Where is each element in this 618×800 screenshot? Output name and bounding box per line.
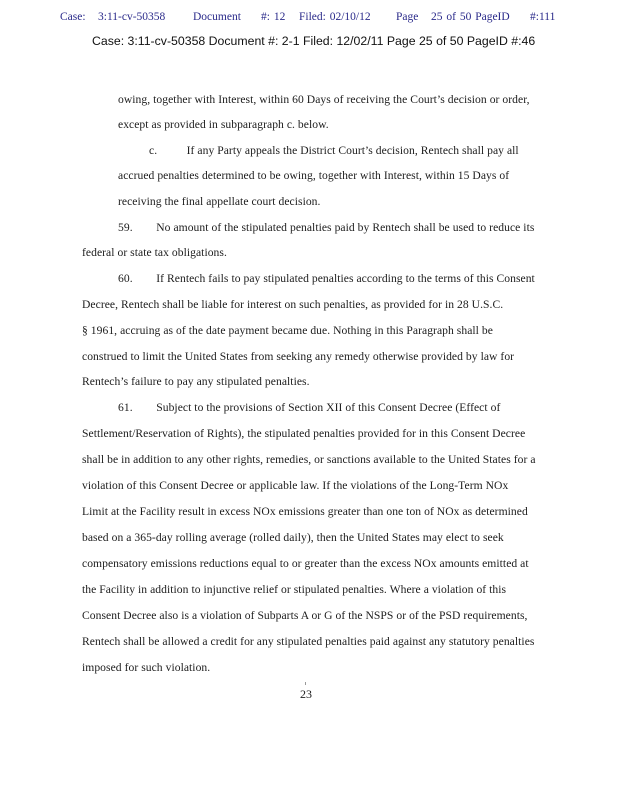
scan-speck [305, 682, 306, 685]
body-line: c. If any Party appeals the District Court’s decision, Rentech shall pay all [149, 144, 519, 157]
body-line: violation of this Consent Decree or applicable law. If the violations of the Long-Term NOx [82, 479, 509, 492]
body-line: owing, together with Interest, within 60 Days of receiving the Court’s decision or order, [118, 93, 530, 106]
page-id: #:111 [530, 11, 556, 23]
case-number: 3:11-cv-50358 [98, 11, 166, 23]
page-of-label: 25 of 50 PageID [431, 11, 510, 23]
body-line: compensatory emissions reductions equal to or greater than the excess NOx amounts emitted at [82, 557, 529, 570]
body-line: § 1961, accruing as of the date payment became due. Nothing in this Paragraph shall be [82, 324, 493, 337]
document-number: #: 12 [261, 11, 286, 23]
page-label: Page [396, 11, 419, 23]
body-line: 59. No amount of the stipulated penalties paid by Rentech shall be used to reduce its [118, 221, 535, 234]
body-line: based on a 365-day rolling average (rolled daily), then the United States may elect to seek [82, 531, 504, 544]
body-line: except as provided in subparagraph c. below. [118, 118, 329, 131]
body-line: receiving the final appellate court decision. [118, 195, 321, 208]
body-line: imposed for such violation. [82, 661, 211, 674]
case-label: Case: [60, 11, 86, 23]
body-line: Rentech shall be allowed a credit for any stipulated penalties paid against any statutory penalties [82, 635, 535, 648]
body-line: 60. If Rentech fails to pay stipulated penalties according to the terms of this Consent [118, 272, 535, 285]
body-line: Settlement/Reservation of Rights), the stipulated penalties provided for in this Consent Decree [82, 427, 526, 440]
body-line: accrued penalties determined to be owing, together with Interest, within 15 Days of [118, 169, 510, 182]
body-line: construed to limit the United States from seeking any remedy otherwise provided by law for [82, 350, 515, 363]
body-line: federal or state tax obligations. [82, 246, 227, 259]
body-line: 61. Subject to the provisions of Section XII of this Consent Decree (Effect of [118, 401, 501, 414]
body-line: shall be in addition to any other rights, remedies, or sanctions available to the United States for a [82, 453, 536, 466]
body-line: the Facility in addition to injunctive relief or stipulated penalties. Where a violation of this [82, 583, 507, 596]
body-line: Consent Decree also is a violation of Subparts A or G of the NSPS or of the PSD requirements, [82, 609, 528, 622]
document-label: Document [193, 11, 241, 23]
page-number: 23 [300, 687, 312, 701]
filed-date: Filed: 02/10/12 [299, 11, 371, 23]
filed-stamp-header [60, 11, 560, 23]
body-line: Decree, Rentech shall be liable for interest on such penalties, as provided for in 28 U.S.C. [82, 298, 504, 311]
body-line: Limit at the Facility result in excess NOx emissions greater than one ton of NOx as determined [82, 505, 528, 518]
body-line: Rentech’s failure to pay any stipulated penalties. [82, 375, 310, 388]
original-filing-stamp: Case: 3:11-cv-50358 Document #: 2-1 Filed: 12/02/11 Page 25 of 50 PageID #:46 [92, 34, 536, 48]
